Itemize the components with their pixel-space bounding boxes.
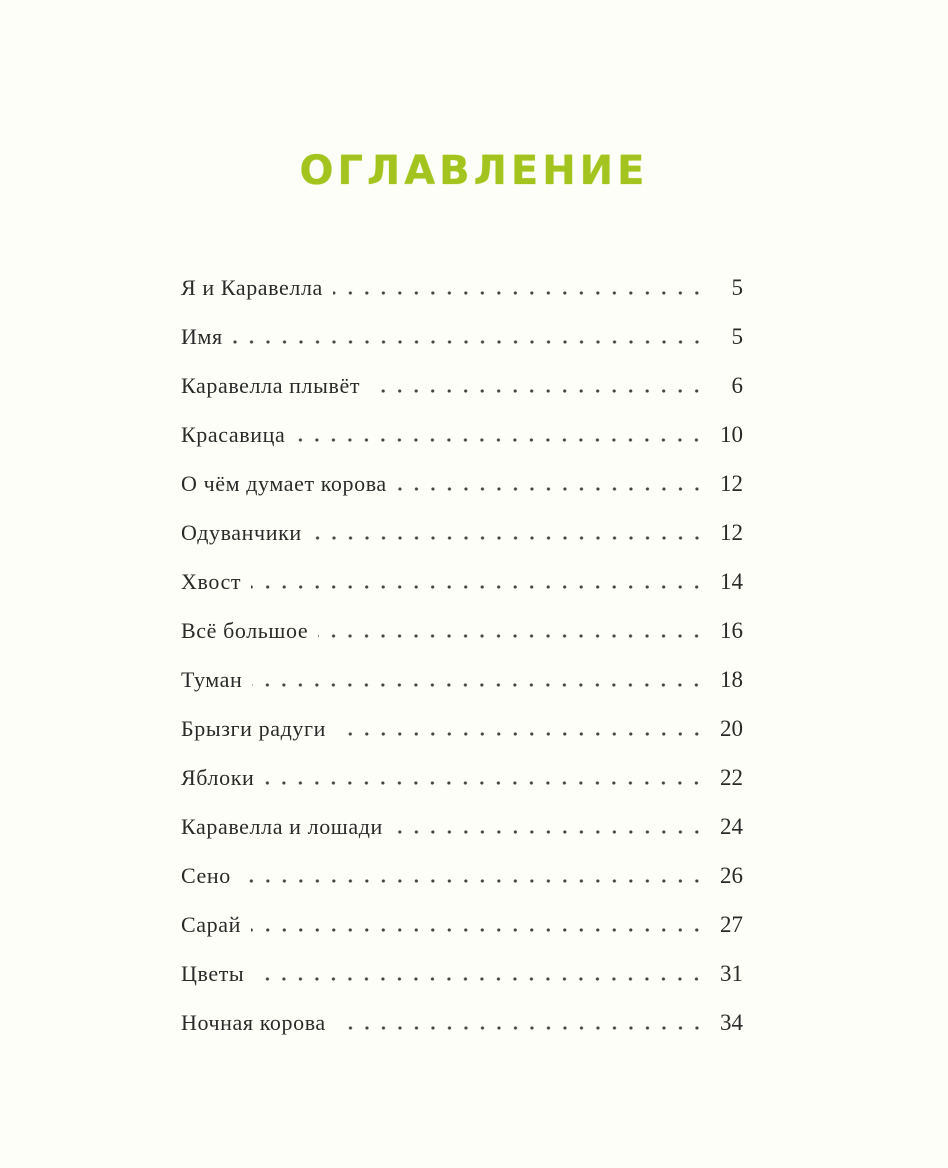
toc-entry-title: Каравелла плывёт [181,373,361,398]
toc-entry-page: 18 [720,667,743,692]
toc-entry-page: 24 [720,814,743,839]
toc-entry [181,905,743,954]
toc-entry-title: Сено [181,863,231,888]
toc-entry [181,464,743,513]
toc-entry [181,513,743,562]
toc-entry [181,856,743,905]
toc-entry-title: Всё большое [181,618,309,643]
dot-leader [312,536,705,540]
toc-entry [181,366,743,415]
dot-leader [264,781,705,785]
toc-entry-title: Одуванчики [181,520,302,545]
dot-leader [251,585,705,589]
toc-entry [181,709,743,758]
dot-leader [251,928,705,932]
toc-entry-title: Сарай [181,912,241,937]
toc-entry-page: 5 [731,275,743,300]
toc-entry-title: Туман [181,667,243,692]
toc-entry-title: Каравелла и лошади [181,814,383,839]
toc-entry-page: 14 [720,569,743,594]
toc-entry-page: 10 [720,422,743,447]
dot-leader [393,830,705,834]
toc-entry [181,415,743,464]
dot-leader [295,438,705,442]
toc-entry-title: Яблоки [181,765,255,790]
page-title: ОГЛАВЛЕНИЕ [299,148,649,194]
toc-entry-title: Хвост [181,569,242,594]
toc-entry-title: Цветы [181,961,245,986]
dot-leader [254,977,705,981]
toc-entry-title: Ночная корова [181,1010,326,1035]
dot-leader [333,291,705,295]
toc-entry [181,660,743,709]
toc-entry-title: Красавица [181,422,286,447]
dot-leader [336,1026,705,1030]
toc-entry-page: 27 [720,912,743,937]
dot-leader [397,487,705,491]
toc-entry-page: 5 [731,324,743,349]
toc-entry [181,562,743,611]
toc-entry-page: 26 [720,863,743,888]
toc-entry-title: Брызги радуги [181,716,326,741]
toc-entry-page: 31 [720,961,743,986]
toc-entry-page: 12 [720,520,743,545]
toc-entry-page: 16 [720,618,743,643]
toc-entry [181,1003,743,1052]
toc-entry-page: 20 [720,716,743,741]
toc-entry-page: 34 [720,1010,743,1035]
toc-entry-page: 22 [720,765,743,790]
toc-entry-title: О чём думает корова [181,471,387,496]
dot-leader [233,340,705,344]
toc-entry-page: 12 [720,471,743,496]
toc-entry-title: Я и Каравелла [181,275,323,300]
toc-entry [181,268,743,317]
toc-entry-page: 6 [731,373,743,398]
dot-leader [252,683,705,687]
dot-leader [241,879,705,883]
toc-entry [181,954,743,1003]
toc-entry-title: Имя [181,324,223,349]
toc-entry [181,807,743,856]
toc-entry [181,611,743,660]
toc-entry [181,317,743,366]
dot-leader [318,634,705,638]
dot-leader [370,389,705,393]
toc-entry [181,758,743,807]
table-of-contents [181,268,743,1052]
dot-leader [336,732,705,736]
